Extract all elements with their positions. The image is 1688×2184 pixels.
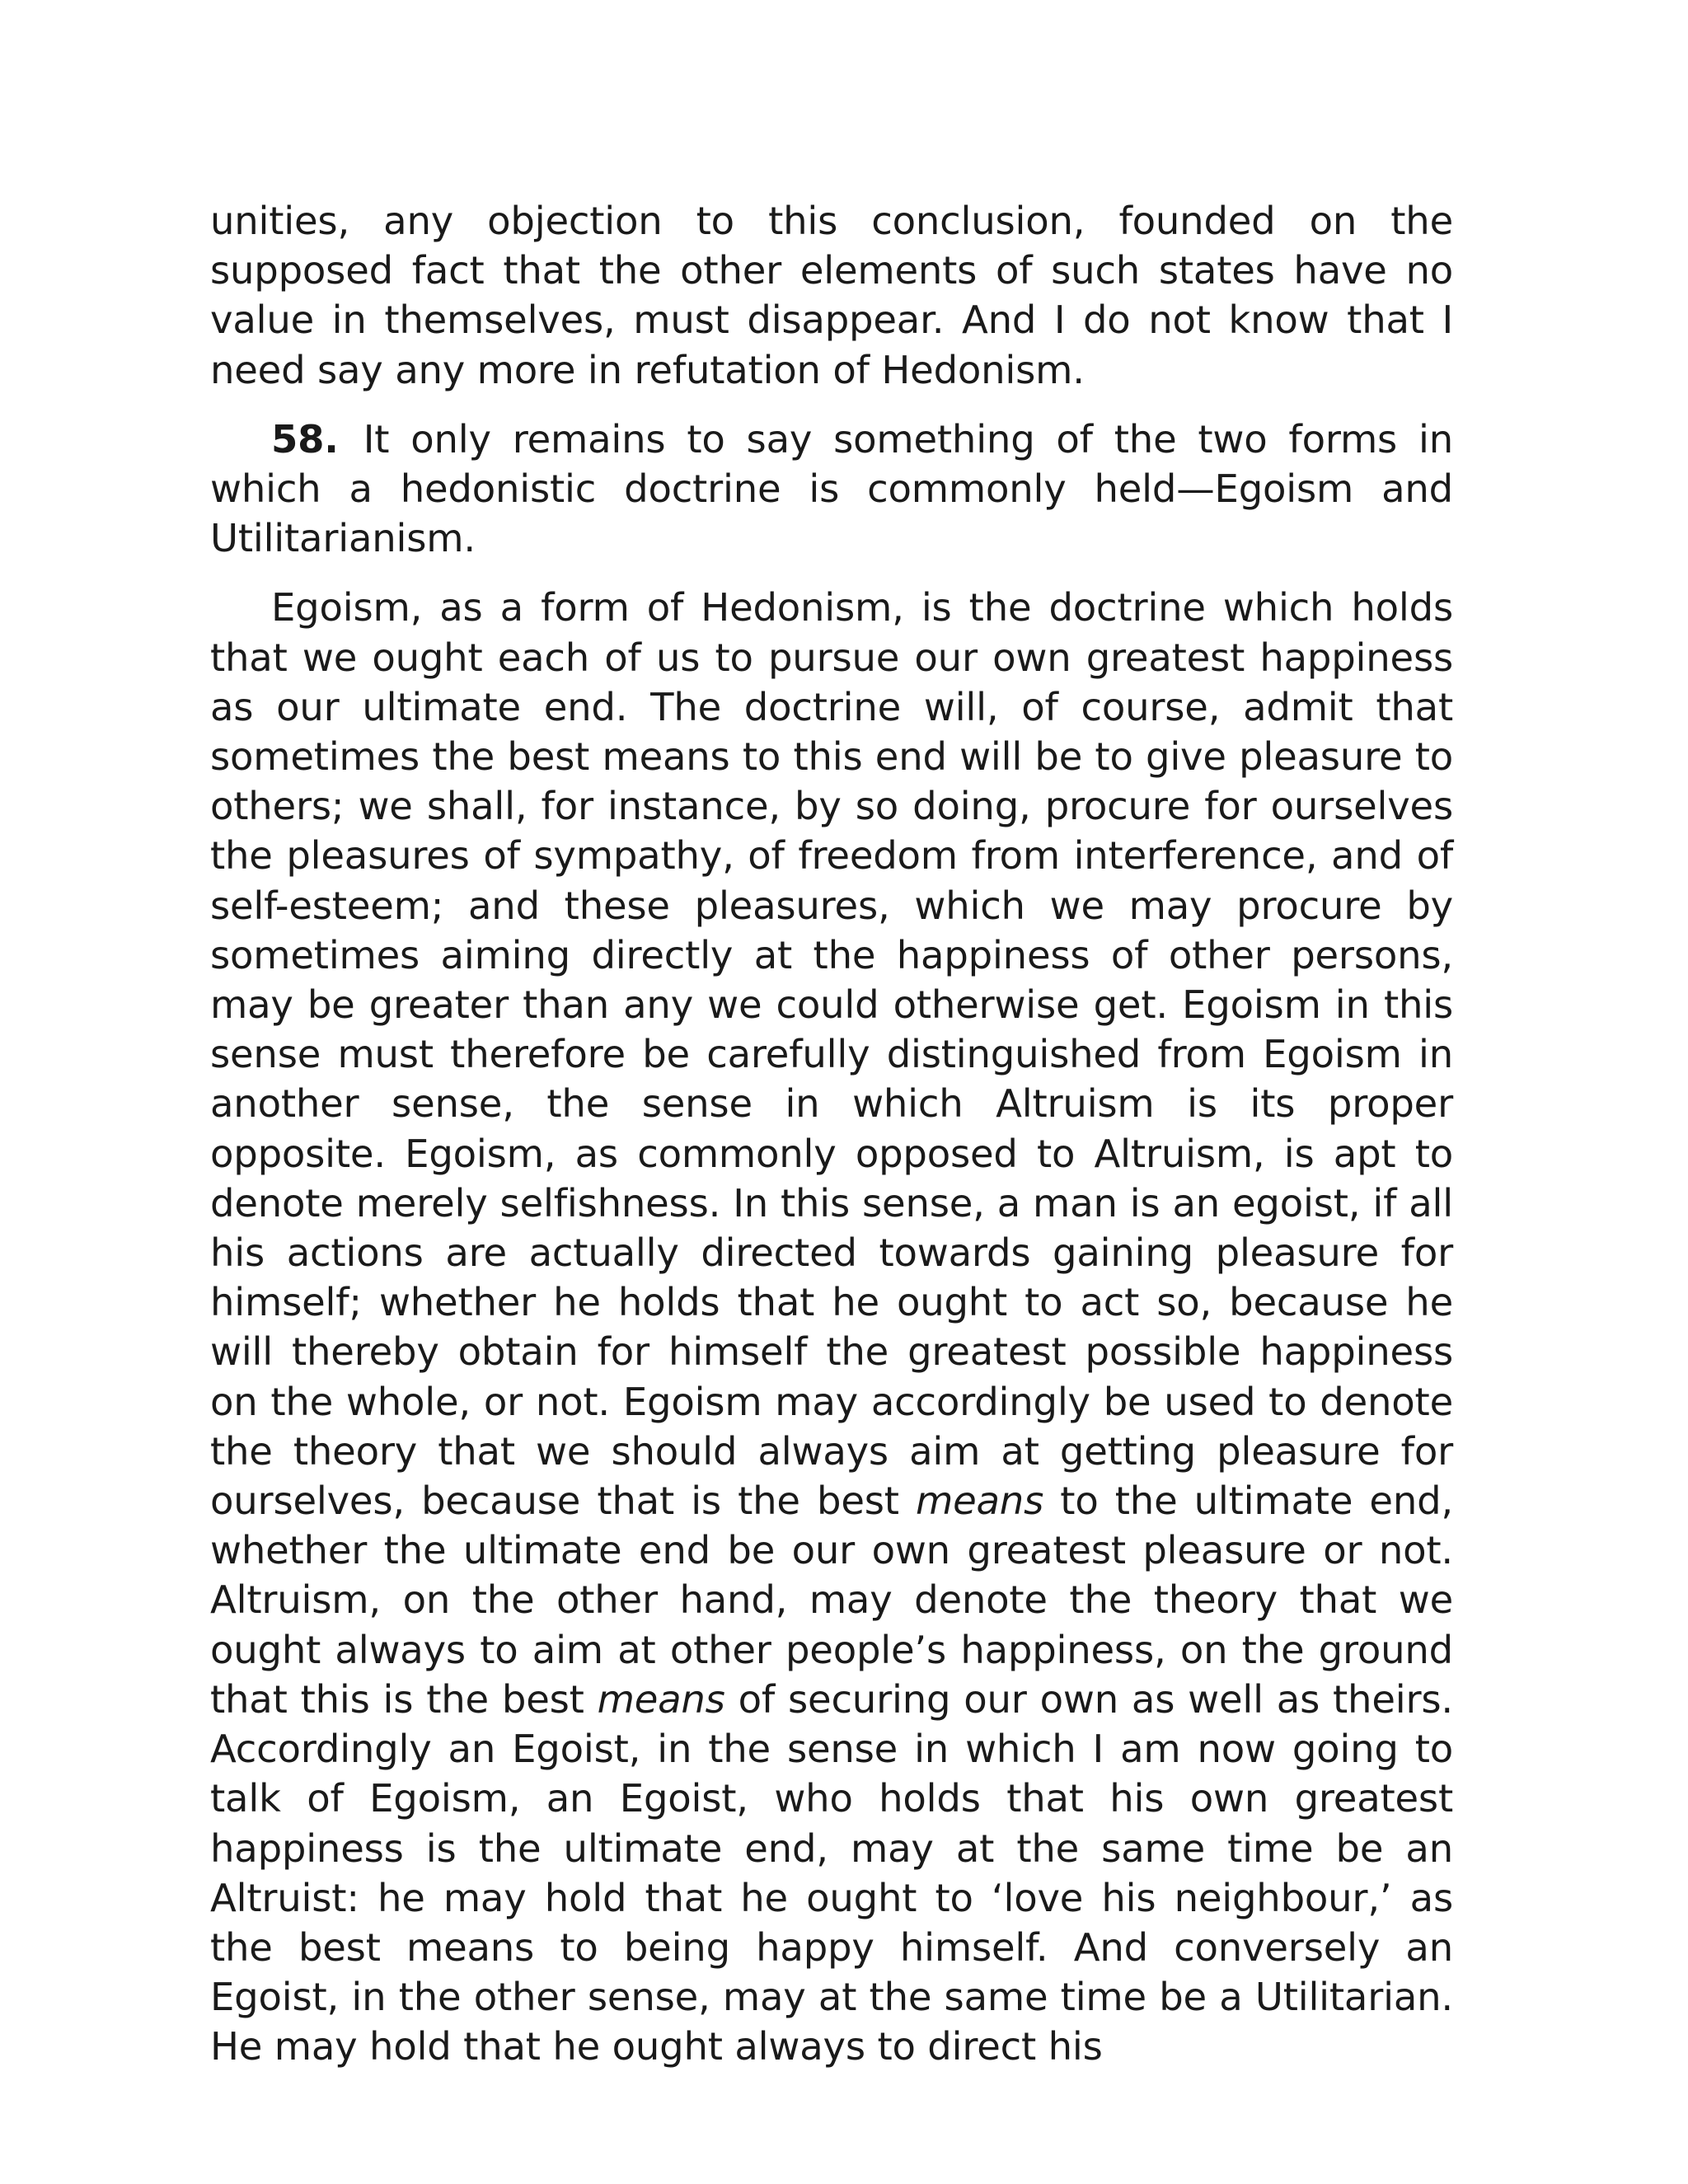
egoism-text-part-3: of securing our own as well as theirs. Accordingly an Egoist, in the sense in which I am now going to talk of Egoism, an Egoist, who holds that his own greatest happiness is the ultimate end, may at the same time be an Altruist: he may hold that he ought to ‘love his neighbour,’ as the best means to being happy himself. And conversely an Egoist, in the other sense, may at the same time be a Utilitarian. He may hold that he ought always to direct his (210, 1676, 1453, 2069)
paragraph-section-58 (210, 415, 1453, 564)
paragraph-continuation: unities, any objection to this conclusion, founded on the supposed fact that the other elements of such states have no value in themselves, must disappear. And I do not know that I need say any more in refutation of Hedonism. (210, 199, 1453, 392)
page-body (210, 196, 1453, 2072)
emphasis-means-2: means (597, 1676, 725, 1722)
emphasis-means-1: means (916, 1479, 1044, 1524)
section-number: 58. (271, 416, 339, 462)
paragraph-egoism (210, 583, 1453, 2071)
egoism-text-part-1: Egoism, as a form of Hedonism, is the doctrine which holds that we ought each of us to pursue our own greatest happiness as our ultimate end. The doctrine will, of course, admit that sometimes the best means to this end will be to give pleasure to others; we shall, for instance, by so doing, procure for ourselves the pleasures of sympathy, of freedom from interference, and of self-esteem; and these pleasures, which we may procure by sometimes aiming directly at the happiness of other persons, may be greater than any we could otherwise get. Egoism in this sense must therefore be carefully distinguished from Egoism in another sense, the sense in which Altruism is its proper opposite. Egoism, as commonly opposed to Altruism, is apt to denote merely selfishness. In this sense, a man is an egoist, if all his actions are actually directed towards gaining pleasure for himself; whether he holds that he ought to act so, because he will thereby obtain for himself the greatest possible happiness on the whole, or not. Egoism may accordingly be used to denote the theory that we should always aim at getting pleasure for ourselves, because that is the best (210, 585, 1453, 1524)
egoism-text-part-2: to the ultimate end, whether the ultimate end be our own greatest pleasure or not. Altruism, on the other hand, may denote the theory that we ought always to aim at other people’s happiness, on the ground that this is the best (210, 1479, 1453, 1722)
section-text: It only remains to say something of the two forms in which a hedonistic doctrine is commonly held—Egoism and Utilitarianism. (210, 416, 1453, 561)
